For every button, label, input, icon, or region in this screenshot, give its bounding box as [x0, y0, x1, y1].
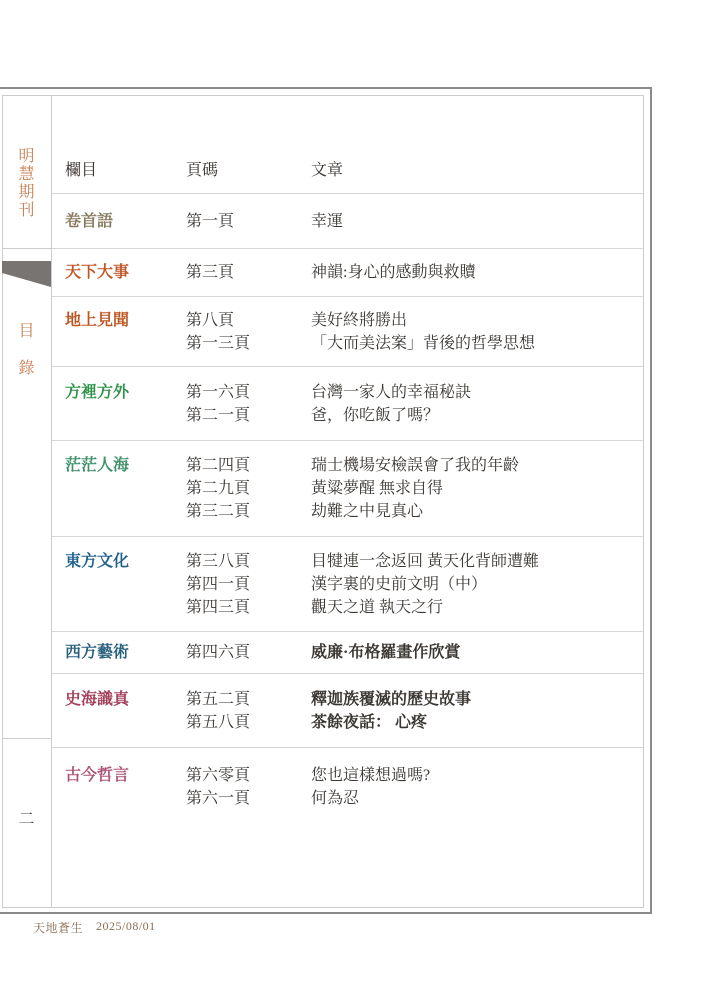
toc-row — [52, 632, 643, 674]
article-title: 何為忍 — [311, 790, 360, 807]
category-label: 地上見聞 — [65, 311, 130, 329]
page-number-entry: 第四三頁 — [186, 598, 251, 616]
page-number-entry: 第三二頁 — [186, 503, 251, 520]
vertical-char: 錄 — [18, 360, 35, 377]
page-number-entry: 第六零頁 — [186, 767, 251, 784]
toc-row — [52, 441, 643, 537]
page-number-entry: 第三頁 — [186, 264, 235, 281]
category-label: 史海識真 — [65, 690, 130, 708]
article-title: 爸，你吃飯了嗎？ — [311, 406, 440, 424]
page-number-list — [186, 309, 311, 355]
page-footer — [33, 919, 156, 936]
article-title-list — [311, 210, 643, 233]
page-number-entry: 第六一頁 — [186, 790, 251, 807]
page-number-entry: 第三八頁 — [186, 552, 251, 570]
page-number-entry: 第八頁 — [186, 311, 235, 329]
vertical-char: 目 — [18, 323, 35, 340]
article-title-list — [311, 641, 643, 664]
page-number-list — [186, 454, 311, 523]
page-number-entry: 第五二頁 — [186, 690, 251, 708]
toc-row — [52, 194, 643, 249]
vertical-char: 期 — [18, 184, 35, 201]
page-number-list — [186, 381, 311, 427]
article-title: 幸運 — [311, 212, 344, 230]
article-title: 釋迦族覆滅的歷史故事 — [311, 690, 472, 708]
toc-section-label-vertical — [2, 324, 51, 377]
article-title-list — [311, 381, 643, 427]
article-title: 目犍連一念返回 黃天化背師遭難 — [311, 552, 540, 570]
page-number-entry: 第一頁 — [186, 212, 235, 230]
toc-row — [52, 297, 643, 367]
page-number-list — [186, 688, 311, 734]
article-title: 劫難之中見真心 — [311, 503, 424, 520]
category-label: 東方文化 — [65, 552, 130, 570]
page-number-entry: 第一六頁 — [186, 383, 251, 401]
article-title: 您也這樣想過嗎? — [311, 767, 431, 784]
toc-row — [52, 367, 643, 441]
article-title: 神韻:身心的感動與救贖 — [311, 264, 476, 281]
page-number-entry: 第一三頁 — [186, 334, 251, 352]
category-label: 天下大事 — [65, 264, 130, 281]
sidebar-separator-top — [2, 248, 51, 249]
toc-row — [52, 249, 643, 297]
vertical-char: 明 — [18, 148, 35, 165]
page-border-right — [650, 87, 652, 914]
vertical-char: 刊 — [18, 202, 35, 219]
article-title: 漢字裏的史前文明（中） — [311, 575, 488, 593]
page-number-entry: 第五八頁 — [186, 713, 251, 731]
category-label: 西方藝術 — [65, 644, 130, 661]
page-number-list — [186, 641, 311, 664]
article-title-list — [311, 309, 643, 355]
header-category: 欄目 — [65, 162, 98, 179]
table-header-row — [52, 96, 643, 194]
header-page-number: 頁碼 — [186, 162, 219, 179]
article-title: 「大而美法案」背後的哲學思想 — [311, 334, 536, 352]
footer-date: 2025/08/01 — [96, 919, 156, 933]
toc-row — [52, 748, 643, 908]
sidebar-separator-bottom — [2, 738, 51, 739]
article-title-list — [311, 261, 643, 284]
page-border-bottom — [0, 912, 652, 914]
page-border-top — [0, 87, 652, 89]
page-number-list — [186, 550, 311, 619]
category-label: 卷首語 — [65, 212, 114, 230]
article-title: 台灣一家人的幸福秘訣 — [311, 383, 472, 401]
journal-title-vertical — [2, 149, 51, 219]
article-title: 瑞士機場安檢誤會了我的年齡 — [311, 457, 520, 474]
page-number-entry: 第二四頁 — [186, 457, 251, 474]
page-number-list — [186, 764, 311, 810]
page-number-entry: 第二一頁 — [186, 406, 251, 424]
category-label: 古今哲言 — [65, 767, 130, 784]
category-label: 方裡方外 — [65, 383, 130, 401]
category-label: 茫茫人海 — [65, 457, 130, 474]
article-title: 美好終將勝出 — [311, 311, 408, 329]
article-title: 觀天之道 執天之行 — [311, 598, 444, 616]
footer-journal-name: 天地蒼生 — [33, 921, 84, 935]
article-title-list — [311, 688, 643, 734]
page-number-entry: 第四一頁 — [186, 575, 251, 593]
article-title-list — [311, 764, 643, 810]
page-number-entry: 第四六頁 — [186, 644, 251, 661]
toc-row — [52, 537, 643, 632]
vertical-char: 慧 — [18, 166, 35, 183]
toc-table — [52, 96, 643, 908]
toc-row — [52, 674, 643, 748]
article-title-list — [311, 454, 643, 523]
page-number-list — [186, 210, 311, 233]
article-title: 威廉·布格羅畫作欣賞 — [311, 644, 461, 661]
sidebar-page-number: 二 — [18, 811, 35, 828]
page-number-list — [186, 261, 311, 284]
article-title: 黃粱夢醒 無求自得 — [311, 480, 444, 497]
article-title-list — [311, 550, 643, 619]
page-number-entry: 第二九頁 — [186, 480, 251, 497]
article-title: 茶餘夜話： 心疼 — [311, 713, 428, 731]
header-article: 文章 — [311, 162, 344, 179]
